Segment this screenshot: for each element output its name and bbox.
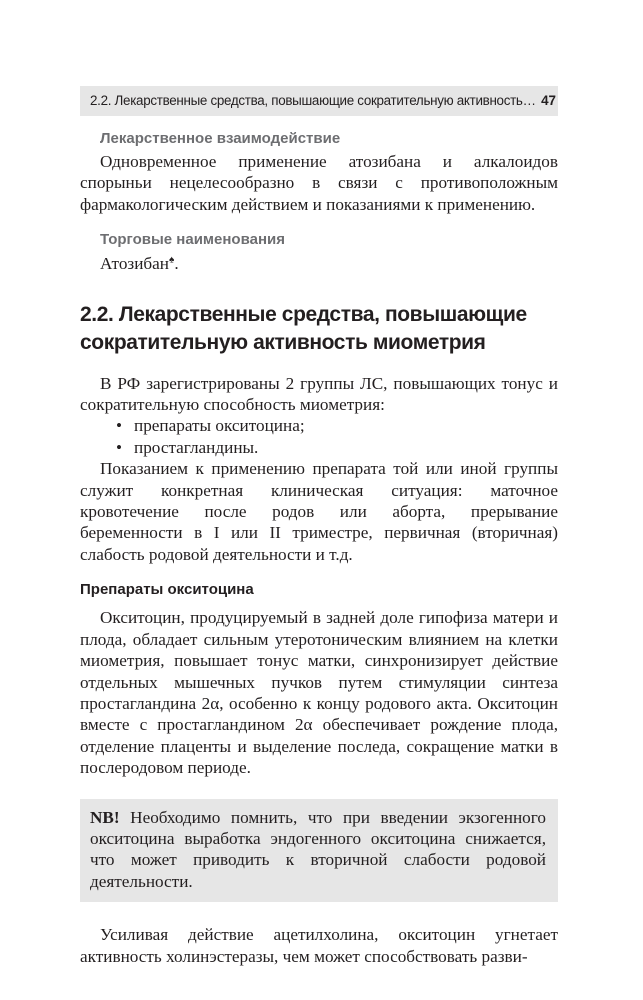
final-paragraph: Усиливая действие ацетилхолина, окситоцин угнетает активность холинэстеразы, чем может способствовать разви- [80,925,558,966]
list-item-text: простагландины. [134,437,259,457]
list-item-text: препараты окситоцина; [134,416,305,436]
section-title-line1: 2.2. Лекарственные средства, повышающие [80,302,527,326]
oxytocin-heading: Препараты окситоцина [80,581,254,599]
section-title-line2: сократительную активность миометрия [80,330,486,354]
nb-callout [80,799,558,903]
bullet-icon: • [116,437,123,457]
trade-name: Атозибан [100,254,169,274]
trade-names-text: Атозибан♠. [100,254,179,274]
interaction-heading: Лекарственное взаимодействие [100,130,341,147]
list-item [116,437,558,458]
indications-text: Показанием к применению препарата той или иной группы служит конкретная клиническая ситуация: маточное кровотечение после родов или аборта, прерывание беременности в I или II триместре, первичная (вторичная) слабость родовой деятельности и т.д. [80,459,558,564]
registered-mark-icon: ♠ [169,254,175,266]
list-item [116,415,558,436]
running-header [80,86,558,116]
section-title [80,301,558,357]
running-header-title: 2.2. Лекарственные средства, повышающие сократительную активность… [90,93,536,108]
document-page [80,86,558,967]
section-intro: В РФ зарегистрированы 2 группы ЛС, повышающих тонус и сократительную способность миометрия: [80,373,558,415]
nb-text [90,807,546,893]
nb-body: Необходимо помнить, что при введении экзогенного окситоцина выработка эндогенного окситоцина снижается, что может приводить к вторичной слабости родовой деятельности. [90,807,546,891]
interaction-text: Одновременное применение атозибана и алкалоидов спорыньи нецелесообразно в связи с противоположным фармакологическим действием и показаниями к применению. [80,152,558,214]
bullet-icon: • [116,416,123,436]
bullet-list [80,415,558,458]
trade-names-heading: Торговые наименования [100,231,285,249]
nb-label: NB! [90,807,120,827]
oxytocin-paragraph: Окситоцин, продуцируемый в задней доле гипофиза матери и плода, обладает сильным утеротоническим влиянием на клетки миометрия, повышает тонус матки, синхронизирует действие отдельных мышечных пучков путем стимуляции синтеза простагландина 2α, особенно к концу родового акта. Окситоцин вместе с простагландином 2α обеспечивает рождение плода, отделение плаценты и выделение последа, сокращение матки в послеродовом периоде. [80,608,558,778]
page-number: 47 [541,93,556,108]
